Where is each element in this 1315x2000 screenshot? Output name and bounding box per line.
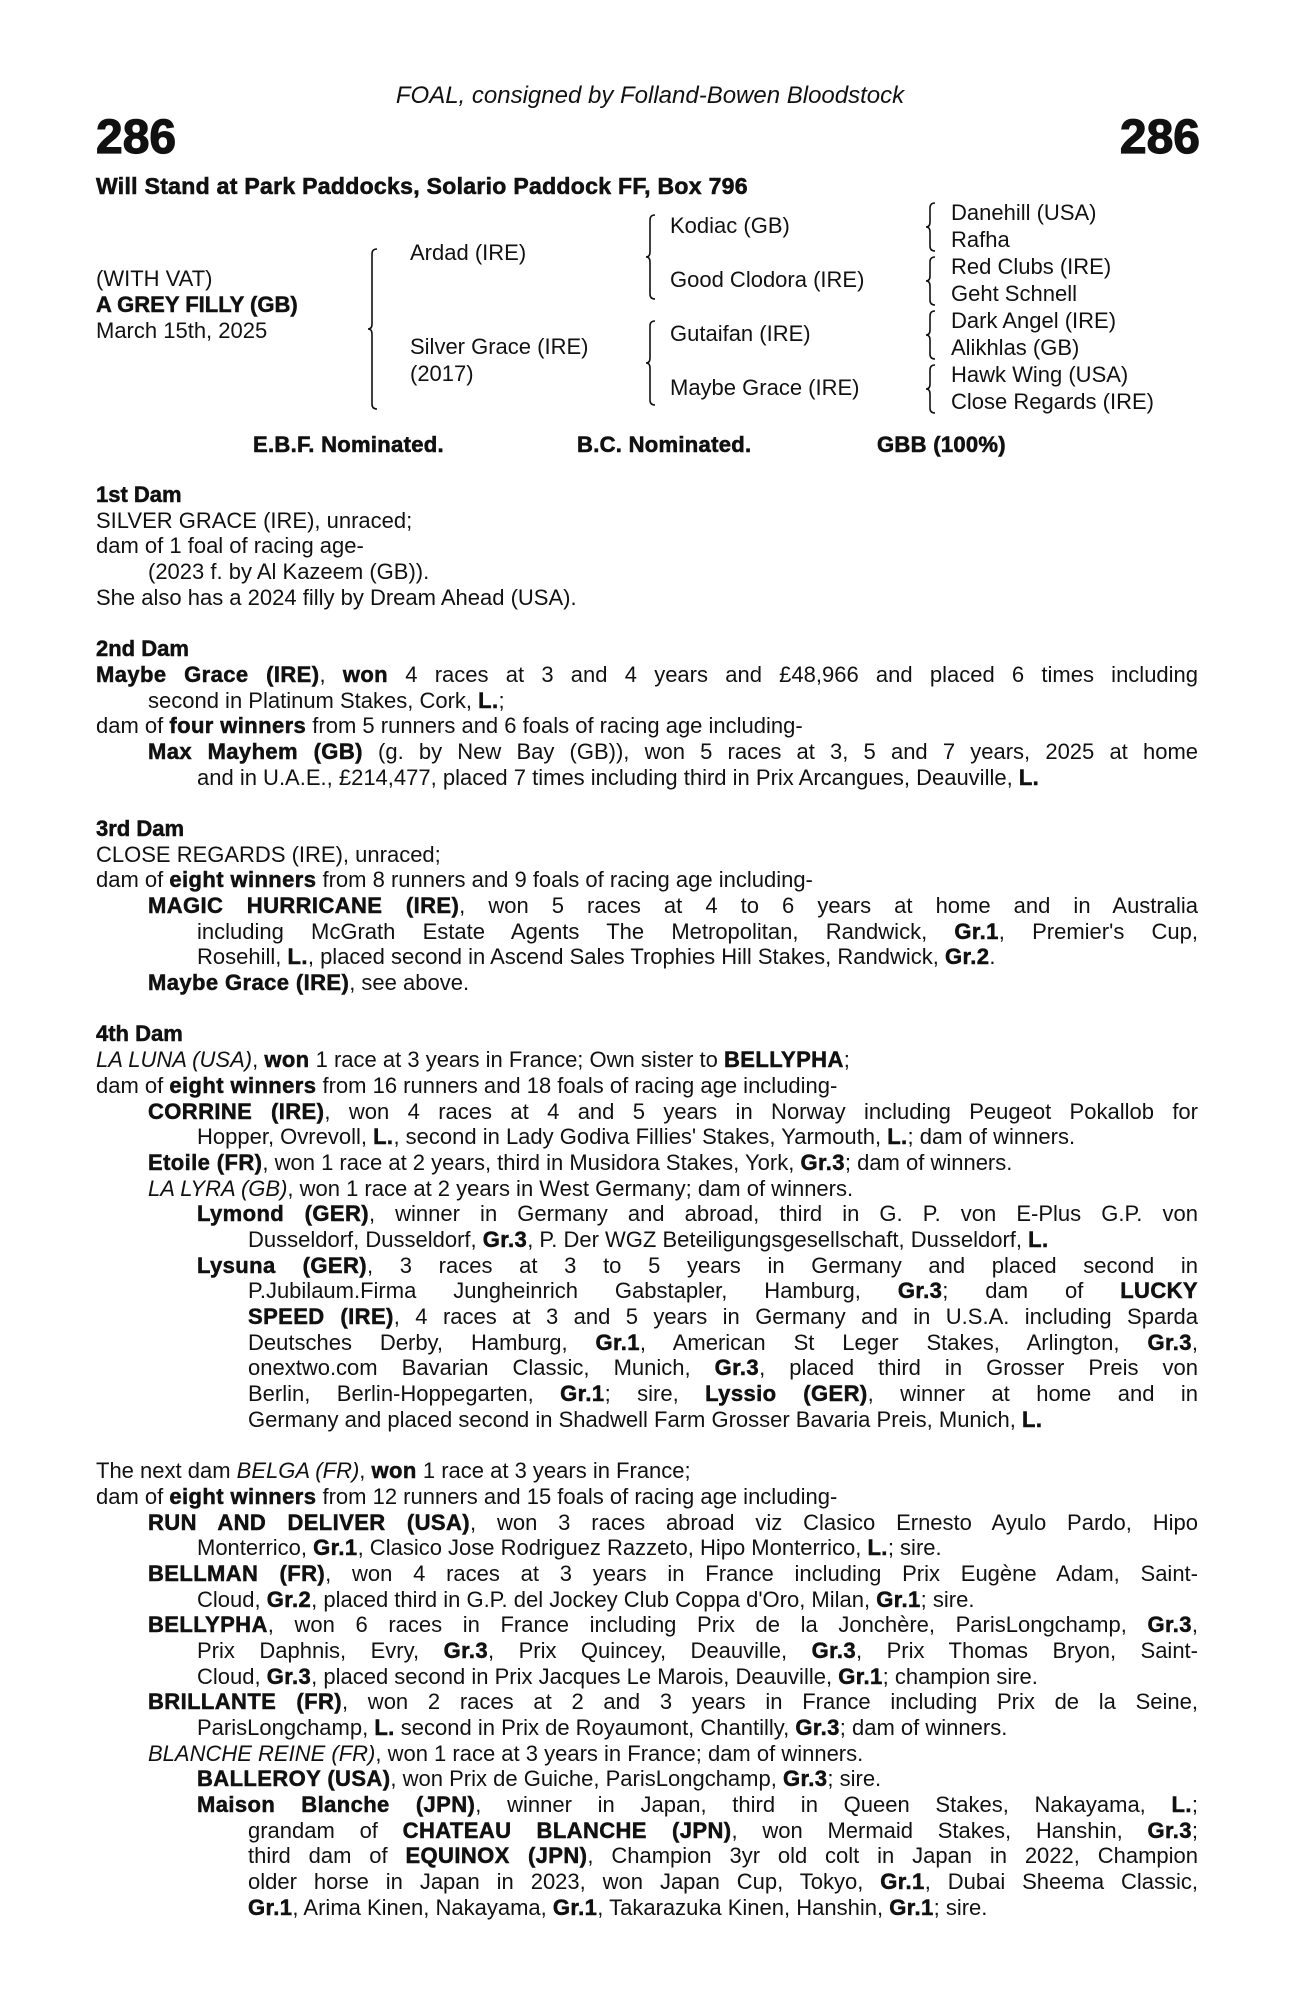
bold-text: RUN AND DELIVER (USA) [148,1509,470,1535]
brace-path [646,321,655,405]
lot-number-right: 286 [1119,111,1200,164]
bold-text: LUCKY [1120,1278,1198,1304]
bold-text: Gr.1 [876,1586,921,1612]
pedigree-entry [96,1766,1198,1792]
text: (2023 f. by Al Kazeem (GB)). [148,559,430,585]
text-line [96,1150,1198,1176]
section-heading: 3rd Dam [96,815,185,841]
text: SILVER GRACE (IRE), unraced; [96,507,413,533]
text: ; dam of winners. [844,1149,1013,1175]
bold-text: MAGIC HURRICANE (IRE) [148,893,460,918]
dam-dam: Maybe Grace (IRE) [670,375,860,400]
bold-text: BELLYPHA [724,1047,844,1073]
consignor-line: FOAL, consigned by Folland-Bowen Bloodstock [395,82,905,109]
text-line [96,919,1198,945]
pedigree-entry [96,1484,1198,1510]
bold-text: CORRINE (IRE) [148,1098,325,1124]
text-line [96,1176,1198,1202]
text: 1 race at 3 years in France; [416,1458,691,1484]
text: , 4 races at 3 and 5 years in Germany and in U.S.A. including Sparda [393,1304,1198,1329]
text: CLOSE REGARDS (IRE), unraced; [96,841,441,867]
pedigree-entry [96,970,1198,996]
text: , Dubai Sheema Classic, [924,1869,1198,1895]
text: Prix Daphnis, Evry, [197,1637,444,1663]
text-line [96,559,1198,585]
text: second in Platinum Stakes, Cork, [148,687,479,713]
bold-text: Gr.3 [782,1766,828,1792]
great-grandparent: Close Regards (IRE) [951,389,1154,414]
bc-nomination: B.C. Nominated. [577,432,752,457]
brace-path [646,215,655,299]
text-line [96,1330,1198,1356]
text: , winner in Japan, third in Queen Stakes, Nakayama, [475,1792,1172,1818]
text: from 5 runners and 6 foals of racing age including- [306,713,803,739]
bold-text: Maybe Grace (IRE) [148,970,350,996]
text-line [96,1766,1198,1792]
bold-text: Gr.3 [811,1637,857,1663]
text-line [96,1201,1198,1227]
text: , won 4 races at 3 years in France including Prix Eugène Adam, Saint- [325,1560,1198,1586]
text-line [96,1869,1198,1895]
bold-text: Gr.3 [714,1355,760,1381]
bold-text: Gr.1 [954,918,999,944]
pedigree-entry [96,662,1198,713]
bold-text: Gr.3 [266,1663,312,1689]
text: . [989,944,996,970]
bold-text: Lymond (GER) [197,1201,369,1227]
text: , Clasico Jose Rodriguez Razzeto, Hipo Monterrico, [357,1535,868,1561]
pedigree-entry [96,559,1198,585]
bold-text: Gr.3 [1147,1612,1192,1638]
pedigree-entry [96,1253,1198,1433]
great-grandparent: Hawk Wing (USA) [951,362,1129,387]
text-line [96,1458,1198,1484]
text-line [96,585,1198,611]
bold-text: eight winners [169,867,317,893]
text: , Prix Quincey, Deauville, [488,1637,812,1663]
section-heading: 4th Dam [96,1021,183,1047]
text-line [96,765,1198,791]
text: Cloud, [197,1663,267,1689]
text-line [96,1510,1198,1536]
text-line [96,1381,1198,1407]
bold-text: Gr.1 [889,1894,934,1920]
lot-horse-name: A GREY FILLY (GB) [96,292,298,317]
brace-icon [644,214,658,300]
brace-path [926,257,935,305]
stand-location: Will Stand at Park Paddocks, Solario Paddock FF, Box 796 [96,173,748,199]
text: , P. Der WGZ Beteiligungsgesellschaft, Dusseldorf, [527,1226,1029,1252]
section-heading: 1st Dam [96,482,182,507]
text: She also has a 2024 filly by Dream Ahead (USA). [96,584,577,610]
text-line [96,688,1198,714]
bold-text: L. [373,1124,394,1150]
great-grandparent: Red Clubs (IRE) [951,254,1112,279]
text: Rosehill, [197,944,288,970]
text: , won Mermaid Stakes, Hanshin, [731,1817,1148,1843]
text: The next dam [96,1458,237,1484]
pedigree-entry [96,1510,1198,1561]
text-line [96,1099,1198,1125]
text: ; sire. [887,1535,942,1561]
bold-text: Gr.1 [313,1535,358,1561]
text: ; sire. [827,1766,882,1792]
text-line [96,1792,1198,1818]
text: , [252,1047,265,1073]
bold-text: BELLYPHA [148,1612,268,1638]
text: , won 2 races at 2 and 3 years in France including Prix de la Seine, [341,1689,1199,1715]
text-line [96,1689,1198,1715]
bold-text: L. [374,1715,395,1740]
bold-text: Gr.3 [897,1278,943,1304]
bold-text: BALLEROY (USA) [197,1766,391,1792]
text: , won 3 races abroad viz Clasico Ernesto Ayulo Pardo, Hipo [469,1509,1198,1535]
bold-text: L. [1028,1226,1049,1252]
pedigree-entry [96,1458,1198,1484]
text: , [1191,1329,1198,1355]
text: ; sire. [933,1894,988,1920]
pedigree-entry [96,1612,1198,1689]
text: , [1191,1612,1198,1638]
text: ; champion sire. [882,1663,1038,1689]
pedigree-entry [96,1047,1198,1073]
lot-number-left: 286 [96,111,177,164]
text: Berlin, Berlin-Hoppegarten, [248,1381,561,1407]
bold-text: EQUINOX (JPN) [405,1843,588,1869]
bold-text: Gr.3 [800,1149,845,1175]
pedigree-entry [96,1201,1198,1252]
bold-text: Gr.1 [595,1329,640,1355]
pedigree-entry [96,585,1198,611]
text: , placed third in Grosser Preis von [759,1355,1199,1381]
sire-sire: Kodiac (GB) [670,213,790,238]
text: Cloud, [197,1586,267,1612]
pedigree-entry [96,739,1198,790]
bold-text: Gr.1 [552,1894,598,1920]
great-grandparent: Dark Angel (IRE) [951,308,1117,333]
text: 4 races at 3 and 4 years and £48,966 and placed 6 times including [388,661,1199,687]
text: older horse in Japan in 2023, won Japan Cup, Tokyo, [248,1869,881,1895]
italic-text: BELGA (FR) [236,1458,360,1484]
brace-icon [924,256,938,306]
text: onextwo.com Bavarian Classic, Munich, [248,1355,715,1381]
text-line [96,1227,1198,1253]
bold-text: Lysuna (GER) [197,1252,367,1278]
text: , placed second in Prix Jacques Le Marois, Deauville, [311,1663,839,1689]
text: ; dam of winners. [839,1715,1008,1740]
dam-line-body [96,482,1198,1946]
text: , see above. [349,970,470,996]
text-line [96,713,1198,739]
text: , won 1 race at 3 years in France; dam of winners. [375,1740,864,1766]
bold-text: Gr.1 [248,1894,293,1920]
text: ; dam of [942,1278,1121,1304]
dam-section [96,482,1198,610]
text: , Premier's Cup, [998,918,1198,944]
dam-section [96,636,1198,790]
bold-text: CHATEAU BLANCHE (JPN) [402,1817,732,1843]
great-grandparent: Danehill (USA) [951,200,1097,225]
text: Monterrico, [197,1535,314,1561]
pedigree-entry [96,893,1198,970]
pedigree-entry [96,1741,1198,1767]
text: , Prix Thomas Bryon, Saint- [856,1637,1198,1663]
brace-path [926,203,935,251]
pedigree-entry [96,1150,1198,1176]
text: , placed second in Ascend Sales Trophies Hill Stakes, Randwick, [307,944,945,970]
text: (g. by New Bay (GB)), won 5 races at 3, 5 and 7 years, 2025 at home [362,738,1199,764]
text: Deutsches Derby, Hamburg, [248,1329,596,1355]
pedigree-entry [96,842,1198,868]
bold-text: Gr.3 [1147,1817,1192,1843]
bold-text: Lyssio (GER) [705,1381,868,1407]
bold-text: SPEED (IRE) [248,1304,394,1329]
ebf-nomination: E.B.F. Nominated. [253,432,444,457]
dam-section [96,816,1198,996]
text: ; [1191,1792,1199,1818]
italic-text: LA LUNA (USA) [96,1047,253,1073]
bold-text: L. [867,1535,888,1561]
text: , won 6 races in France including Prix de la Jonchère, ParisLongchamp, [267,1612,1148,1638]
italic-text: LA LYRA (GB) [148,1175,288,1201]
text: ; sire. [920,1586,975,1612]
text: from 16 runners and 18 foals of racing age including- [316,1072,838,1098]
dam: Silver Grace (IRE) [410,334,589,359]
dam-section [96,1021,1198,1432]
text-line [96,662,1198,688]
bold-text: Gr.3 [795,1715,840,1740]
bold-text: L. [287,944,308,970]
bold-text: won [264,1047,310,1073]
text: , winner at home and in [867,1381,1198,1407]
text: from 8 runners and 9 foals of racing age including- [316,867,813,893]
text-line [96,508,1198,534]
text: dam of [96,1483,170,1509]
text: third dam of [248,1843,406,1869]
text: 1 race at 3 years in France; Own sister to [309,1047,725,1073]
text-line [96,1818,1198,1844]
text-line [96,1561,1198,1587]
text: dam of [96,713,170,739]
bold-text: won [371,1458,417,1484]
text-line [96,1047,1198,1073]
pedigree-entry [96,533,1198,559]
text-line [96,944,1198,970]
text: , [359,1458,372,1484]
text-line [96,1304,1198,1330]
text: , won 4 races at 4 and 5 years in Norway including Peugeot Pokallob for [324,1098,1198,1124]
text-line [96,1664,1198,1690]
brace-icon [924,364,938,414]
bold-text: L. [478,687,499,713]
bold-text: BELLMAN (FR) [148,1560,326,1586]
text-line [96,893,1198,919]
text: , American St Leger Stakes, Arlington, [639,1329,1148,1355]
section-heading: 2nd Dam [96,636,189,662]
text: , Takarazuka Kinen, Hanshin, [597,1894,890,1920]
brace-icon [924,310,938,360]
vat-note: (WITH VAT) [96,266,213,291]
text: , [319,661,343,687]
text: Germany and placed second in Shadwell Farm Grosser Bavaria Preis, Munich, [248,1406,1023,1432]
pedigree-entry [96,508,1198,534]
text: ; [1191,1817,1198,1843]
bold-text: Gr.1 [560,1381,605,1407]
text-line [96,1484,1198,1510]
bold-text: L. [1022,1406,1043,1432]
text: , Champion 3yr old colt in Japan in 2022, Champion [587,1843,1198,1869]
text: , won Prix de Guiche, ParisLongchamp, [390,1766,783,1792]
text: , second in Lady Godiva Fillies' Stakes, Yarmouth, [393,1124,888,1150]
pedigree-entry [96,867,1198,893]
text: Hopper, Ovrevoll, [197,1124,374,1150]
text-line [96,533,1198,559]
pedigree-entry [96,1689,1198,1740]
text: ; [843,1047,850,1073]
text: ParisLongchamp, [197,1715,375,1740]
bold-text: Gr.3 [443,1637,488,1663]
gbb-status: GBB (100%) [877,432,1006,457]
text: ; dam of winners. [907,1124,1076,1150]
bold-text: Maybe Grace (IRE) [96,661,320,687]
pedigree-entry [96,1073,1198,1099]
italic-text: BLANCHE REINE (FR) [148,1740,376,1766]
text: dam of 1 foal of racing age- [96,533,364,559]
text-line [96,1407,1198,1433]
text: , Arima Kinen, Nakayama, [292,1894,553,1920]
great-grandparent: Geht Schnell [951,281,1077,306]
text-line [96,1715,1198,1741]
brace-path [368,249,377,409]
text-line [96,1535,1198,1561]
brace-path [926,311,935,359]
text-line [96,1843,1198,1869]
bold-text: Gr.1 [838,1663,883,1689]
text: including McGrath Estate Agents The Metropolitan, Randwick, [197,918,955,944]
brace-icon [644,320,658,406]
great-grandparent: Rafha [951,227,1010,252]
bold-text: eight winners [169,1483,317,1509]
foaling-date: March 15th, 2025 [96,318,268,343]
text-line [96,1612,1198,1638]
text: Dusseldorf, Dusseldorf, [248,1226,483,1252]
pedigree-entry [96,1792,1198,1920]
bold-text: Gr.3 [482,1226,528,1252]
text-line [96,970,1198,996]
text: , placed third in G.P. del Jockey Club Coppa d'Oro, Milan, [311,1586,877,1612]
bold-text: Max Mayhem (GB) [148,738,363,764]
text-line [96,1124,1198,1150]
text-line [96,1073,1198,1099]
brace-icon [924,202,938,252]
text-line [96,1638,1198,1664]
dam-year: (2017) [410,361,474,386]
text: dam of [96,1072,170,1098]
bold-text: L. [1018,764,1040,790]
text-line [96,1587,1198,1613]
bold-text: Etoile (FR) [148,1149,263,1175]
text: and in U.A.E., £214,477, placed 7 times including third in Prix Arcangues, Deauville, [197,764,1019,790]
bold-text: Gr.1 [880,1869,925,1895]
text: , won 1 race at 2 years in West Germany; dam of winners. [287,1175,854,1201]
pedigree-entry [96,1176,1198,1202]
text-line [96,1278,1198,1304]
bold-text: L. [1171,1792,1192,1818]
sire: Ardad (IRE) [410,240,527,265]
pedigree-entry [96,713,1198,739]
text-line [96,842,1198,868]
text-line [96,739,1198,765]
bold-text: four winners [169,713,307,739]
brace-icon [366,248,380,410]
bold-text: L. [887,1124,908,1150]
great-grandparent: Alikhlas (GB) [951,335,1080,360]
bold-text: Gr.3 [1147,1329,1192,1355]
text: dam of [96,867,170,893]
bold-text: Maison Blanche (JPN) [197,1792,476,1818]
text: , winner in Germany and abroad, third in G. P. von E-Plus G.P. von [368,1201,1198,1227]
bold-text: Gr.2 [944,944,990,970]
bold-text: Gr.2 [266,1586,312,1612]
dam-section [96,1458,1198,1920]
text-line [96,867,1198,893]
sire-dam: Good Clodora (IRE) [670,267,865,292]
brace-path [926,365,935,413]
text: grandam of [248,1817,403,1843]
text: , won 5 races at 4 to 6 years at home and in Australia [459,893,1198,918]
text: ; sire, [604,1381,706,1407]
text-line [96,1355,1198,1381]
bold-text: won [342,661,389,687]
text: P.Jubilaum.Firma Jungheinrich Gabstapler, Hamburg, [248,1278,898,1304]
text-line [96,1895,1198,1921]
pedigree-entry [96,1099,1198,1150]
text-line [96,1741,1198,1767]
text: ; [498,687,505,713]
text: second in Prix de Royaumont, Chantilly, [394,1715,796,1740]
bold-text: BRILLANTE (FR) [148,1689,342,1715]
text: from 12 runners and 15 foals of racing age including- [316,1483,838,1509]
pedigree-entry [96,1561,1198,1612]
text: , won 1 race at 2 years, third in Musidora Stakes, York, [262,1149,801,1175]
text-line [96,1253,1198,1279]
bold-text: eight winners [169,1072,317,1098]
dam-sire: Gutaifan (IRE) [670,321,811,346]
text: , 3 races at 3 to 5 years in Germany and placed second in [367,1252,1198,1278]
